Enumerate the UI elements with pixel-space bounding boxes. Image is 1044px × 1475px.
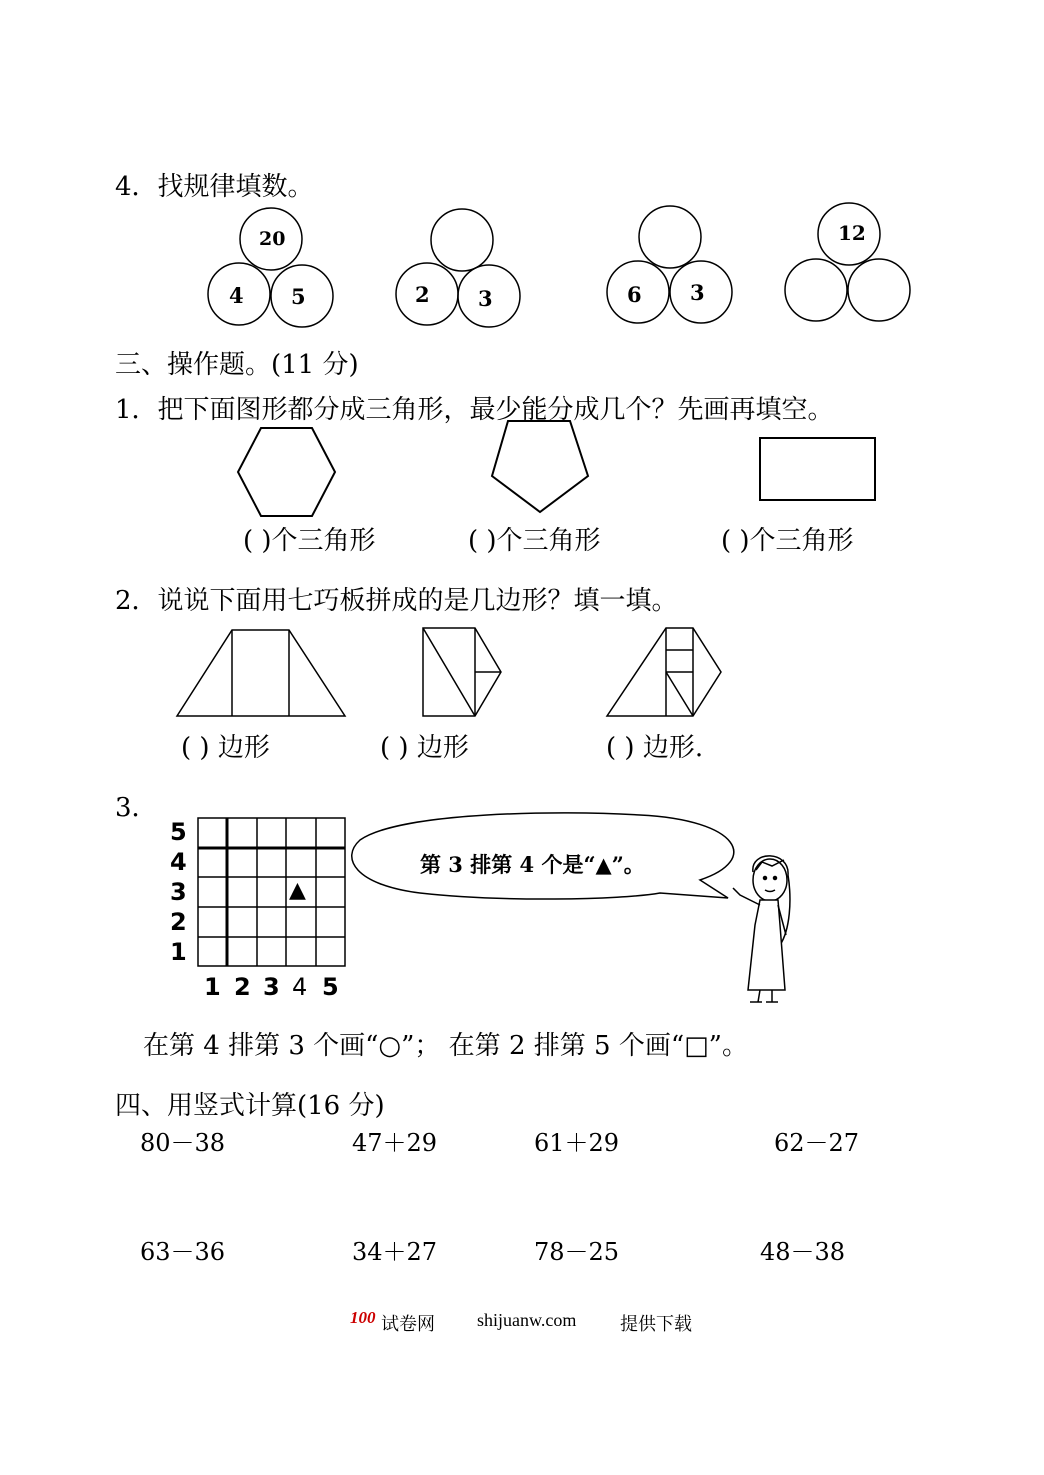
calc-problem: 80－38 bbox=[140, 1129, 226, 1157]
q4-title: 4．找规律填数。 bbox=[115, 172, 314, 202]
circle-number: 3 bbox=[478, 286, 493, 311]
answer-blank-hexagon: ( )个三角形 bbox=[243, 526, 376, 556]
grid-row-label: 1 bbox=[170, 938, 187, 966]
answer-blank-rectangle: ( )个三角形 bbox=[721, 526, 854, 556]
footer-logo-number: 100 bbox=[350, 1308, 376, 1327]
circle-number: 2 bbox=[415, 282, 430, 307]
grid-row-label: 3 bbox=[170, 878, 187, 906]
circle-number: 20 bbox=[259, 228, 286, 250]
s3q3-instruction: 在第 4 排第 3 个画“○”； 在第 2 排第 5 个画“□”。 bbox=[143, 1031, 748, 1061]
answer-blank-tangram-1: ( ) 边形 bbox=[181, 733, 270, 763]
answer-blank-tangram-2: ( ) 边形 bbox=[380, 733, 469, 763]
hexagon-shape bbox=[238, 428, 335, 516]
footer-provide: 提供下载 bbox=[620, 1314, 692, 1334]
calc-problem: 63－36 bbox=[140, 1238, 226, 1266]
calc-problem: 62－27 bbox=[774, 1129, 860, 1157]
calc-problem: 34＋27 bbox=[352, 1238, 438, 1266]
calc-problem: 78－25 bbox=[534, 1238, 620, 1266]
rectangle-shape bbox=[760, 438, 875, 500]
circle-group-3 bbox=[607, 206, 732, 323]
grid-col-label: 1 bbox=[204, 973, 221, 1001]
calc-problem: 48－38 bbox=[760, 1238, 846, 1266]
calc-problem: 61＋29 bbox=[534, 1129, 620, 1157]
grid-row-label: 4 bbox=[170, 848, 187, 876]
grid-col-label: 2 bbox=[234, 973, 251, 1001]
circle-left bbox=[785, 259, 847, 321]
circle-number: 4 bbox=[229, 283, 244, 308]
pentagon-shape bbox=[492, 421, 588, 512]
answer-blank-tangram-3: ( ) 边形. bbox=[606, 733, 704, 763]
girl-illustration bbox=[733, 856, 790, 1002]
tangram-pentagon bbox=[423, 628, 501, 716]
circle-number: 12 bbox=[838, 221, 866, 245]
s3q1-title: 1．把下面图形都分成三角形，最少能分成几个？先画再填空。 bbox=[115, 395, 834, 425]
answer-blank-pentagon: ( )个三角形 bbox=[468, 526, 601, 556]
tangram-trapezoid bbox=[177, 630, 345, 716]
circle-right bbox=[848, 259, 910, 321]
grid-row-label: 2 bbox=[170, 908, 187, 936]
circle-group-1 bbox=[208, 208, 333, 327]
triangle-marker: ▲ bbox=[289, 878, 306, 903]
circle-number: 5 bbox=[291, 284, 306, 309]
section4-title: 四、用竖式计算(16 分) bbox=[115, 1091, 385, 1121]
circle-group-2 bbox=[396, 209, 520, 327]
grid-col-label: 4 bbox=[292, 973, 308, 1001]
seat-grid bbox=[198, 818, 345, 966]
circle-number: 6 bbox=[627, 282, 642, 307]
speech-bubble-text: 第 3 排第 4 个是“▲”。 bbox=[420, 852, 645, 877]
circle-top bbox=[639, 206, 701, 268]
tangram-shape-3 bbox=[607, 628, 721, 716]
s3q3-number: 3． bbox=[115, 793, 158, 823]
calc-problem: 47＋29 bbox=[352, 1129, 438, 1157]
circle-number: 3 bbox=[690, 280, 705, 305]
footer-site: shijuanw.com bbox=[477, 1310, 577, 1330]
grid-col-label: 3 bbox=[263, 973, 280, 1001]
s3q2-title: 2．说说下面用七巧板拼成的是几边形？填一填。 bbox=[115, 586, 678, 616]
grid-row-label: 5 bbox=[170, 818, 187, 846]
circle-top bbox=[431, 209, 493, 271]
section3-title: 三、操作题。(11 分) bbox=[115, 350, 359, 380]
footer-logo-text: 试卷网 bbox=[381, 1314, 435, 1334]
grid-col-label: 5 bbox=[322, 973, 339, 1001]
